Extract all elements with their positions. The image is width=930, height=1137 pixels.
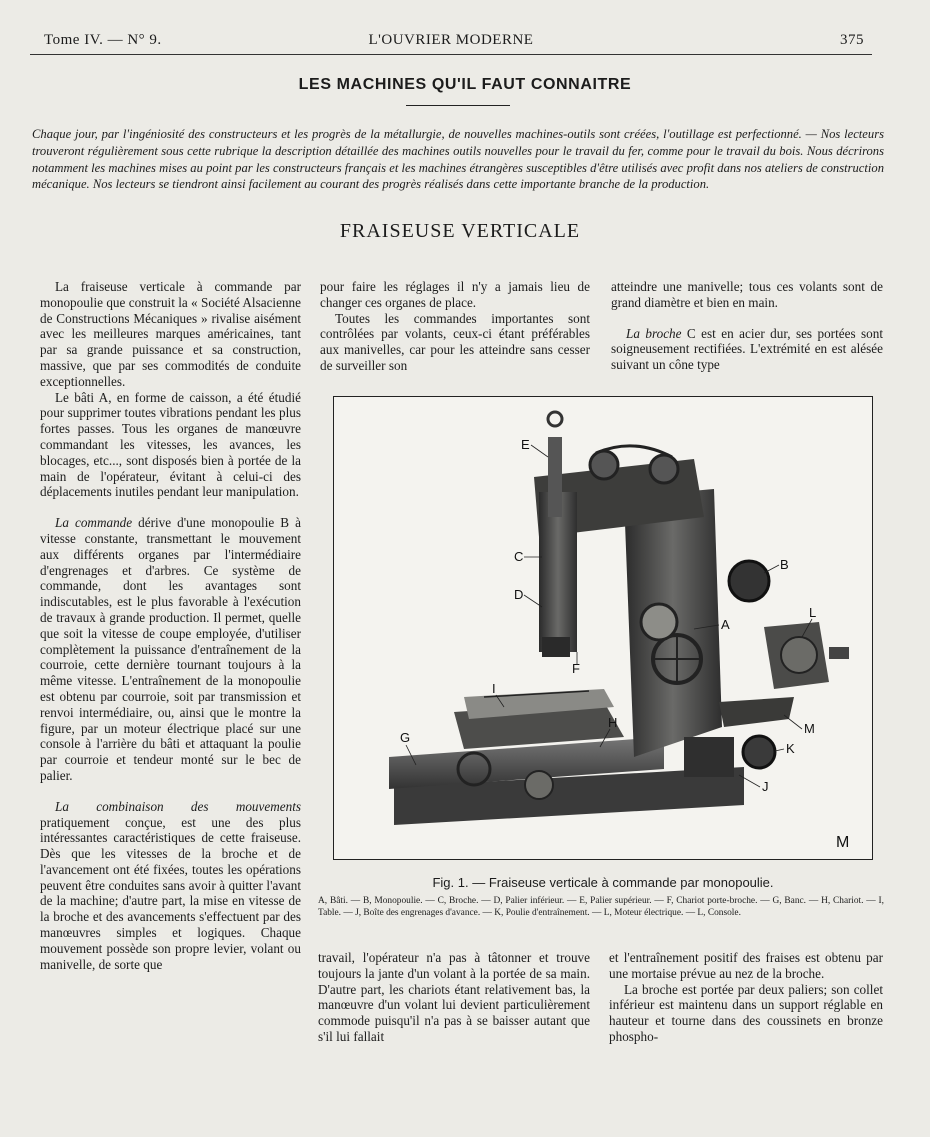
col2-paragraph: Toutes les commandes importantes sont contrôlées par volants, ceux-ci étant préférables aux manivelles, car pour les atteindre sans cesser de surveiller son bbox=[320, 310, 590, 373]
section-title: LES MACHINES QU'IL FAUT CONNAITRE bbox=[298, 76, 632, 93]
figure-label: I bbox=[492, 681, 496, 696]
lower-bearing-D bbox=[542, 637, 570, 657]
col3-text: C est en acier dur, ses portées sont soigneusement rectifiées. L'extrémité en est alésée suivant un cône type bbox=[611, 325, 883, 373]
intro-paragraph: Chaque jour, par l'ingéniosité des constructeurs et les progrès de la métallurgie, de nouvelles machines-outils sont créées, l'outillage est perfectionné. — Nos lecteurs trouveront régulièrement sous cette rubrique la description détaillée des machines outils nouvelles pour le travail du fer, comme pour le travail du bois. Nous décrirons notamment les machines mises au point par les constructeurs français et les machines étrangères susceptibles d'être utilisés avec profit dans nos ateliers de construction mécanique. Nos lecteurs se tiendront ainsi facilement au courant des progrès réalisés dans cette importante branche de la production. bbox=[32, 127, 884, 192]
figure-label: B bbox=[780, 557, 789, 572]
saddle-handwheel bbox=[525, 771, 553, 799]
figure-label: E bbox=[521, 437, 530, 452]
article-title: FRAISEUSE VERTICALE bbox=[339, 220, 581, 242]
gearbox-J bbox=[684, 737, 734, 777]
column-3-top bbox=[611, 279, 883, 373]
column-1 bbox=[40, 279, 301, 972]
top-pulley-right bbox=[650, 455, 678, 483]
col2-bottom-paragraph: travail, l'opérateur n'a pas à tâtonner et trouve toujours la jante d'un volant à la portée de sa main. D'autre part, les chariots étant relativement bas, la manœuvre d'un volant lui devient particulièrement commode puisqu'il n'a pas à se baisser autant que s'il lui fallait bbox=[318, 950, 590, 1044]
col1-emphasis: La combinaison des mouvements bbox=[55, 798, 301, 814]
figure-label: A bbox=[721, 617, 730, 632]
col2-paragraph: pour faire les réglages il n'y a jamais lieu de changer ces organes de place. bbox=[320, 279, 590, 310]
spindle-C bbox=[548, 437, 562, 517]
header-journal-title: L'OUVRIER MODERNE bbox=[368, 32, 534, 48]
header-page-number: 375 bbox=[840, 32, 864, 48]
title-divider bbox=[406, 105, 510, 106]
leader-line bbox=[784, 715, 802, 729]
header-volume-issue: Tome IV. — N° 9. bbox=[44, 32, 162, 48]
motor-housing bbox=[781, 637, 817, 673]
col3-paragraph: atteindre une manivelle; tous ces volants sont de grand diamètre et bien en main. bbox=[611, 279, 883, 310]
column-2-top bbox=[320, 279, 590, 374]
running-header bbox=[30, 28, 872, 55]
figure-monogram: M bbox=[836, 834, 850, 851]
col1-paragraph bbox=[40, 515, 301, 784]
column-2-bottom bbox=[318, 950, 590, 1045]
top-pulley-left bbox=[590, 451, 618, 479]
pulley-K bbox=[743, 736, 775, 768]
figure-caption: Fig. 1. — Fraiseuse verticale à commande par monopoulie. bbox=[432, 875, 774, 890]
figure-label: F bbox=[572, 661, 580, 676]
col3-bottom-paragraph: La broche est portée par deux paliers; son collet inférieur est maintenu dans un support réglable en hauteur et tourne dans des coussinets en bronze phospho- bbox=[609, 981, 883, 1044]
col3-emphasis: La broche bbox=[626, 325, 682, 341]
col1-paragraph: Le bâti A, en forme de caisson, a été étudié pour supprimer toutes vibrations pendant les plus fortes passes. Tous les organes de manœuvre commandant les vitesses, les avances, les blocages, etc..., sont disposés bien à portée de la main de l'opérateur, évitant à celui-ci des déplacements inutiles pendant leur manipulation. bbox=[40, 389, 301, 500]
col3-bottom-paragraph: et l'entraînement positif des fraises est obtenu par une mortaise prévue au nez de la broche. bbox=[609, 950, 883, 981]
milling-machine-illustration bbox=[334, 397, 872, 859]
machine-figure bbox=[333, 396, 873, 860]
leader-line bbox=[531, 445, 548, 457]
col1-paragraph bbox=[40, 799, 301, 973]
figure-label: K bbox=[786, 741, 795, 756]
col1-emphasis: La commande bbox=[55, 515, 133, 531]
figure-label: G bbox=[400, 730, 411, 745]
figure-label: M bbox=[804, 721, 815, 736]
monopulley-B bbox=[729, 561, 769, 601]
feed-wheel bbox=[641, 604, 677, 640]
motor-shaft bbox=[829, 647, 849, 659]
figure-label: H bbox=[608, 715, 618, 730]
col1-text: pratiquement conçue, est une des plus intéressantes caractéristiques de cette fraiseuse. Dès que les vitesses de la broche et de l'avancement ont été fixées, toutes les opérations peuvent être conduites sans avoir à quitter l'avant de la machine; d'autre part, la mise en vitesse de la broche et des avancements s'effectuent par des manœuvres simples et logiques. Chaque mouvement possède son propre levier, volant ou manivelle, de sorte que bbox=[40, 814, 301, 972]
figure-label: C bbox=[514, 549, 524, 564]
upper-bearing-E bbox=[548, 412, 562, 426]
column-3-bottom bbox=[609, 950, 883, 1045]
figure-label: L bbox=[809, 605, 817, 620]
console bbox=[719, 697, 794, 727]
figure-label: J bbox=[762, 779, 769, 794]
col3-paragraph bbox=[611, 326, 883, 373]
col1-paragraph: La fraiseuse verticale à commande par monopoulie que construit la « Société Alsacienne de Constructions Mécaniques » rivalise aisément avec les meilleures marques américaines, tant par sa grande puissance et sa construction, massive, que par ses commodités de conduite exceptionnelles. bbox=[40, 279, 301, 389]
figure-label: D bbox=[514, 587, 524, 602]
col1-text: dérive d'une monopoulie B à vitesse constante, transmettant le mouvement aux différents organes par l'intermédiaire d'engrenages et d'arbres. Ce système de commande, dont les avantages sont indiscutables, est le plus favorable à l'exécution de travaux à grande production. Il permet, quelle que soit la vitesse de coupe employée, d'utiliser complètement la puissance d'entraînement de la courroie, cette dernière tournant toujours à la même vitesse. L'entraînement de la monopoulie est obtenu par courroie, soit par transmission et renvoi intermédiaire, ou, ainsi que le montre la figure, par un moteur électrique placé sur une console à l'arrière du bâti et attaquant la poulie par courroie et tendeur monté sur le bec de palier. bbox=[40, 515, 301, 783]
figure-legend: A, Bâti. — B, Monopoulie. — C, Broche. — D, Palier inférieur. — E, Palier supérieur. — F, Chariot porte-broche. — G, Banc. — H, Chariot. — I, Table. — J, Boîte des engrenages d'avance. — K, Poulie d'entraînement. — L, Moteur électrique. — L, Console. bbox=[318, 896, 884, 919]
